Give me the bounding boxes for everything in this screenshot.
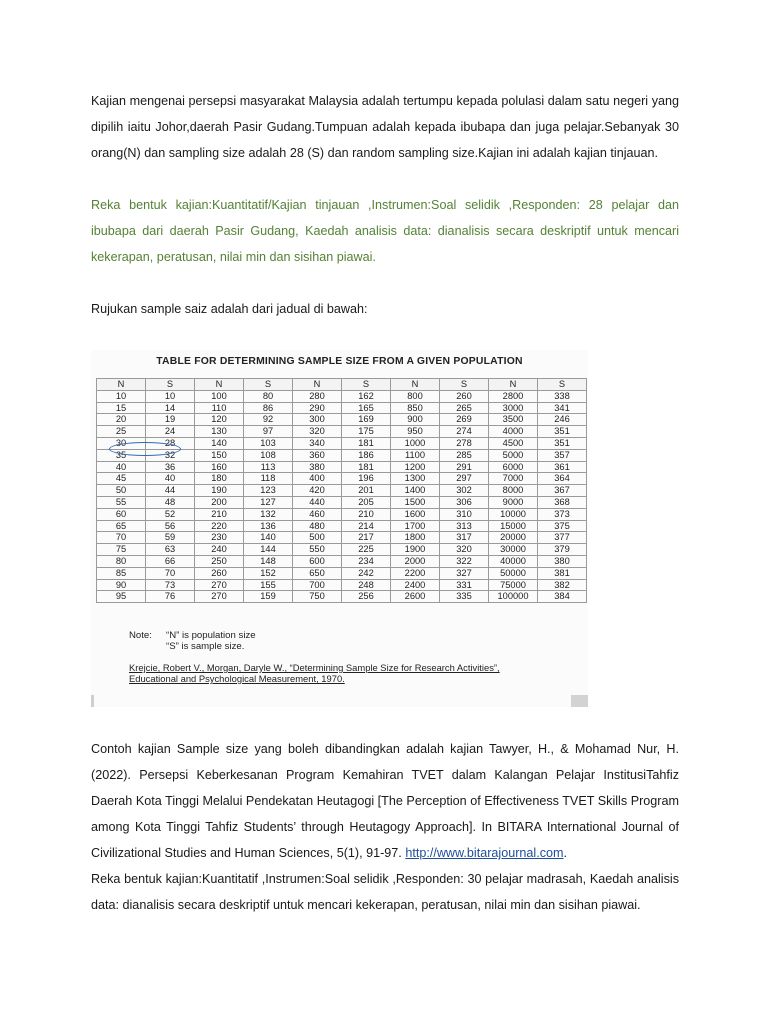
table-cell: 201 (342, 485, 391, 497)
table-cell: 2400 (391, 579, 440, 591)
table-cell: 274 (440, 426, 489, 438)
table-cell: 162 (342, 390, 391, 402)
table-cell: 120 (195, 414, 244, 426)
table-cell: 15000 (489, 520, 538, 532)
table-cell: 246 (538, 414, 587, 426)
scan-corner-left (91, 695, 94, 707)
table-row (97, 508, 587, 520)
table-cell: 260 (195, 567, 244, 579)
table-cell: 90 (97, 579, 146, 591)
table-cell: 269 (440, 414, 489, 426)
table-cell: 28 (146, 437, 195, 449)
table-cell: 40000 (489, 555, 538, 567)
table-header-cell: N (195, 379, 244, 391)
table-cell: 351 (538, 426, 587, 438)
table-cell: 384 (538, 591, 587, 603)
table-cell: 310 (440, 508, 489, 520)
table-cell: 155 (244, 579, 293, 591)
table-cell: 108 (244, 449, 293, 461)
table-cell: 9000 (489, 496, 538, 508)
table-cell: 103 (244, 437, 293, 449)
table-cell: 340 (293, 437, 342, 449)
table-cell: 19 (146, 414, 195, 426)
table-cell: 50 (97, 485, 146, 497)
table-cell: 20 (97, 414, 146, 426)
table-cell: 260 (440, 390, 489, 402)
table-cell: 214 (342, 520, 391, 532)
table-cell: 700 (293, 579, 342, 591)
table-cell: 144 (244, 544, 293, 556)
table-cell: 100 (195, 390, 244, 402)
table-cell: 313 (440, 520, 489, 532)
table-cell: 270 (195, 591, 244, 603)
table-cell: 440 (293, 496, 342, 508)
table-cell: 113 (244, 461, 293, 473)
table-cell: 381 (538, 567, 587, 579)
table-cell: 351 (538, 437, 587, 449)
table-cell: 40 (146, 473, 195, 485)
table-row (97, 402, 587, 414)
table-cell: 270 (195, 579, 244, 591)
table-cell: 302 (440, 485, 489, 497)
table-cell: 140 (244, 532, 293, 544)
table-cell: 100000 (489, 591, 538, 603)
table-cell: 95 (97, 591, 146, 603)
table-cell: 70 (146, 567, 195, 579)
table-cell: 190 (195, 485, 244, 497)
table-cell: 335 (440, 591, 489, 603)
table-row (97, 555, 587, 567)
scan-corner-right (571, 695, 588, 707)
table-cell: 8000 (489, 485, 538, 497)
table-cell: 367 (538, 485, 587, 497)
table-cell: 368 (538, 496, 587, 508)
table-cell: 900 (391, 414, 440, 426)
table-header-cell: N (391, 379, 440, 391)
table-cell: 420 (293, 485, 342, 497)
table-cell: 331 (440, 579, 489, 591)
table-cell: 159 (244, 591, 293, 603)
table-cell: 278 (440, 437, 489, 449)
table-citation (129, 662, 500, 684)
table-cell: 7000 (489, 473, 538, 485)
table-cell: 327 (440, 567, 489, 579)
table-cell: 291 (440, 461, 489, 473)
table-cell: 225 (342, 544, 391, 556)
table-cell: 148 (244, 555, 293, 567)
table-cell: 200 (195, 496, 244, 508)
table-cell: 3000 (489, 402, 538, 414)
table-header-cell: S (440, 379, 489, 391)
table-row (97, 485, 587, 497)
table-cell: 850 (391, 402, 440, 414)
note-line-2: “S” is sample size. (166, 641, 245, 652)
table-cell: 377 (538, 532, 587, 544)
table-cell: 364 (538, 473, 587, 485)
table-row (97, 544, 587, 556)
table-cell: 1100 (391, 449, 440, 461)
table-cell: 181 (342, 461, 391, 473)
table-cell: 165 (342, 402, 391, 414)
table-header-cell: S (538, 379, 587, 391)
table-cell: 180 (195, 473, 244, 485)
table-cell: 196 (342, 473, 391, 485)
table-cell: 63 (146, 544, 195, 556)
note-label: Note: (129, 630, 152, 641)
table-row (97, 473, 587, 485)
table-cell: 75000 (489, 579, 538, 591)
table-cell: 175 (342, 426, 391, 438)
table-cell: 400 (293, 473, 342, 485)
table-cell: 800 (391, 390, 440, 402)
table-cell: 73 (146, 579, 195, 591)
table-cell: 256 (342, 591, 391, 603)
table-cell: 75 (97, 544, 146, 556)
table-cell: 45 (97, 473, 146, 485)
table-cell: 338 (538, 390, 587, 402)
table-cell: 297 (440, 473, 489, 485)
table-cell: 500 (293, 532, 342, 544)
table-cell: 360 (293, 449, 342, 461)
citation-line-2: Educational and Psychological Measurement, 1970. (129, 673, 345, 684)
table-cell: 1500 (391, 496, 440, 508)
table-header-cell: N (293, 379, 342, 391)
table-cell: 382 (538, 579, 587, 591)
table-cell: 24 (146, 426, 195, 438)
table-cell: 2600 (391, 591, 440, 603)
table-cell: 250 (195, 555, 244, 567)
table-cell: 160 (195, 461, 244, 473)
table-cell: 35 (97, 449, 146, 461)
intro-paragraph: Kajian mengenai persepsi masyarakat Malaysia adalah tertumpu kepada polulasi dalam satu negeri yang dipilih iaitu Johor,daerah Pasir Gudang.Tumpuan adalah kepada ibubapa dan juga pelajar.Sebanyak 30 orang(N) dan sampling size adalah 28 (S) dan random sampling size.Kajian ini adalah kajian tinjauan. (91, 94, 679, 160)
table-cell: 10 (146, 390, 195, 402)
table-cell: 97 (244, 426, 293, 438)
bitara-journal-link[interactable]: http://www.bitarajournal.com (405, 846, 564, 860)
table-cell: 320 (293, 426, 342, 438)
table-cell: 242 (342, 567, 391, 579)
table-cell: 1900 (391, 544, 440, 556)
table-cell: 460 (293, 508, 342, 520)
table-header-cell: S (146, 379, 195, 391)
table-cell: 2000 (391, 555, 440, 567)
table-cell: 280 (293, 390, 342, 402)
table-row (97, 532, 587, 544)
table-cell: 50000 (489, 567, 538, 579)
table-cell: 20000 (489, 532, 538, 544)
table-cell: 86 (244, 402, 293, 414)
table-cell: 80 (97, 555, 146, 567)
table-cell: 118 (244, 473, 293, 485)
table-cell: 317 (440, 532, 489, 544)
table-cell: 373 (538, 508, 587, 520)
table-cell: 1800 (391, 532, 440, 544)
note-line-1: “N” is population size (166, 630, 256, 641)
table-cell: 25 (97, 426, 146, 438)
table-row (97, 520, 587, 532)
table-cell: 210 (342, 508, 391, 520)
table-title: TABLE FOR DETERMINING SAMPLE SIZE FROM A GIVEN POPULATION (156, 356, 523, 367)
table-header-cell: S (244, 379, 293, 391)
table-cell: 55 (97, 496, 146, 508)
table-cell: 123 (244, 485, 293, 497)
table-cell: 32 (146, 449, 195, 461)
table-cell: 48 (146, 496, 195, 508)
comparison-study-paragraph (91, 736, 679, 866)
sample-size-table (96, 378, 587, 603)
table-cell: 1000 (391, 437, 440, 449)
table-cell: 130 (195, 426, 244, 438)
table-cell: 110 (195, 402, 244, 414)
highlight-circle (109, 442, 181, 456)
table-header-cell: S (342, 379, 391, 391)
table-cell: 70 (97, 532, 146, 544)
table-cell: 210 (195, 508, 244, 520)
table-header-cell: N (489, 379, 538, 391)
table-header-row (97, 379, 587, 391)
table-row (97, 426, 587, 438)
citation-line-1: Krejcie, Robert V., Morgan, Daryle W., “Determining Sample Size for Research Activities”, (129, 662, 500, 673)
table-header-cell: N (97, 379, 146, 391)
table-cell: 380 (293, 461, 342, 473)
table-cell: 1700 (391, 520, 440, 532)
table-cell: 480 (293, 520, 342, 532)
table-reference-paragraph: Rujukan sample saiz adalah dari jadual di bawah: (91, 302, 368, 316)
table-cell: 59 (146, 532, 195, 544)
table-cell: 14 (146, 402, 195, 414)
table-cell: 375 (538, 520, 587, 532)
table-cell: 361 (538, 461, 587, 473)
table-cell: 550 (293, 544, 342, 556)
table-cell: 4000 (489, 426, 538, 438)
table-cell: 1300 (391, 473, 440, 485)
table-cell: 2800 (489, 390, 538, 402)
table-cell: 52 (146, 508, 195, 520)
table-cell: 600 (293, 555, 342, 567)
table-cell: 650 (293, 567, 342, 579)
table-cell: 265 (440, 402, 489, 414)
table-cell: 30 (97, 437, 146, 449)
table-cell: 1600 (391, 508, 440, 520)
table-cell: 127 (244, 496, 293, 508)
table-cell: 40 (97, 461, 146, 473)
table-cell: 2200 (391, 567, 440, 579)
table-row (97, 461, 587, 473)
sample-size-table-image (91, 350, 588, 707)
comparison-study-text: Contoh kajian Sample size yang boleh dibandingkan adalah kajian Tawyer, H., & Mohamad Nur, H.(2022). Persepsi Keberkesanan Program Kemahiran TVET dalam Kalangan Pelajar InstitusiTahfiz Daerah Kota Tinggi Melalui Pendekatan Heutagogi [The Perception of Effectiveness TVET Skills Program among Kota Tinggi Tahfiz Students’ through Heutagogy Approach]. In BITARA International Journal of Civilizational Studies and Human Sciences, 5(1), 91-97. (91, 742, 679, 860)
table-cell: 750 (293, 591, 342, 603)
table-cell: 205 (342, 496, 391, 508)
table-row (97, 414, 587, 426)
table-cell: 950 (391, 426, 440, 438)
table-cell: 136 (244, 520, 293, 532)
table-cell: 36 (146, 461, 195, 473)
table-cell: 181 (342, 437, 391, 449)
research-design-paragraph: Reka bentuk kajian:Kuantitatif/Kajian tinjauan ,Instrumen:Soal selidik ,Responden: 28 pelajar dan ibubapa dari daerah Pasir Gudang, Kaedah analisis data: dianalisis secara deskriptif untuk mencari kekerapan, peratusan, nilai min dan sisihan piawai. (91, 198, 679, 264)
table-cell: 186 (342, 449, 391, 461)
table-cell: 290 (293, 402, 342, 414)
table-cell: 92 (244, 414, 293, 426)
table-cell: 1200 (391, 461, 440, 473)
table-row (97, 567, 587, 579)
table-cell: 66 (146, 555, 195, 567)
table-cell: 320 (440, 544, 489, 556)
table-cell: 230 (195, 532, 244, 544)
table-cell: 300 (293, 414, 342, 426)
table-row (97, 591, 587, 603)
table-cell: 285 (440, 449, 489, 461)
table-cell: 132 (244, 508, 293, 520)
table-cell: 306 (440, 496, 489, 508)
table-cell: 44 (146, 485, 195, 497)
table-row (97, 579, 587, 591)
table-cell: 15 (97, 402, 146, 414)
table-cell: 3500 (489, 414, 538, 426)
table-cell: 220 (195, 520, 244, 532)
table-cell: 140 (195, 437, 244, 449)
table-cell: 60 (97, 508, 146, 520)
table-cell: 341 (538, 402, 587, 414)
table-cell: 379 (538, 544, 587, 556)
table-cell: 56 (146, 520, 195, 532)
table-cell: 150 (195, 449, 244, 461)
table-cell: 65 (97, 520, 146, 532)
comparison-design-paragraph: Reka bentuk kajian:Kuantitatif ,Instrumen:Soal selidik ,Responden: 30 pelajar madrasah, Kaedah analisis data: dianalisis secara deskriptif untuk mencari kekerapan, peratusan, nilai min dan sisihan piawai. (91, 872, 679, 912)
table-cell: 240 (195, 544, 244, 556)
table-cell: 152 (244, 567, 293, 579)
table-cell: 169 (342, 414, 391, 426)
table-cell: 80 (244, 390, 293, 402)
table-cell: 10000 (489, 508, 538, 520)
table-row (97, 496, 587, 508)
table-cell: 234 (342, 555, 391, 567)
table-cell: 248 (342, 579, 391, 591)
table-cell: 1400 (391, 485, 440, 497)
comparison-study-end: . (563, 846, 568, 860)
table-cell: 380 (538, 555, 587, 567)
table-cell: 30000 (489, 544, 538, 556)
table-cell: 10 (97, 390, 146, 402)
table-cell: 76 (146, 591, 195, 603)
table-cell: 357 (538, 449, 587, 461)
table-cell: 4500 (489, 437, 538, 449)
table-cell: 6000 (489, 461, 538, 473)
table-cell: 322 (440, 555, 489, 567)
table-cell: 85 (97, 567, 146, 579)
table-row (97, 390, 587, 402)
table-cell: 217 (342, 532, 391, 544)
table-cell: 5000 (489, 449, 538, 461)
